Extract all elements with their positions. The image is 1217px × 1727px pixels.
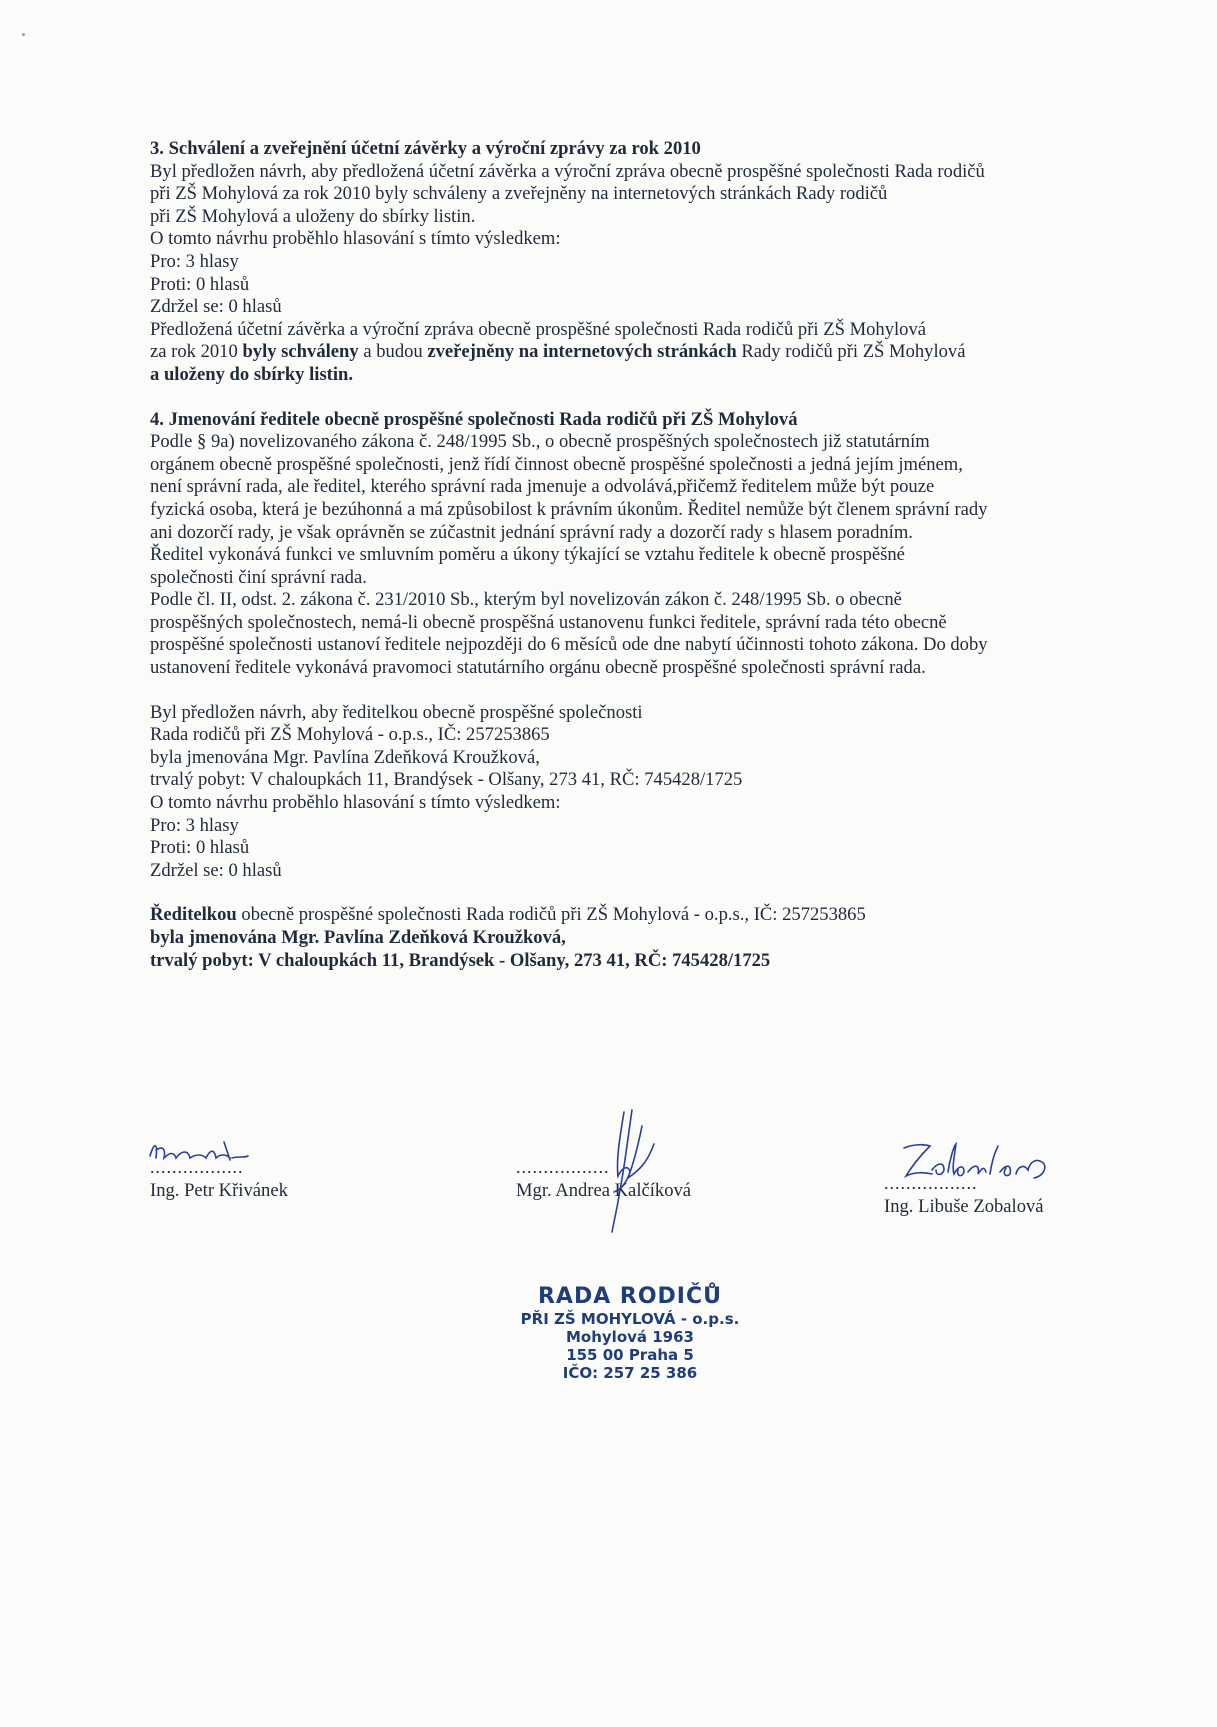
stamp-line: Mohylová 1963: [565, 1328, 694, 1346]
vote-for: Pro: 3 hlasy: [150, 814, 239, 836]
signature-block-right: [884, 1173, 1084, 1218]
stamp-line: RADA RODIČŮ: [537, 1284, 722, 1309]
section-4-line: orgánem obecně prospěšné společnosti, jenž řídí činnost obecně prospěšné společnosti a jedná jejím jménem,: [150, 453, 963, 475]
section-3-resolution: za rok 2010 byly schváleny a budou zveřejněny na internetových stránkách Rady rodičů při ZŠ Mohylová: [150, 341, 966, 363]
vote-abstain: Zdržel se: 0 hlasů: [150, 296, 282, 318]
section-4-line: ustanovení ředitele vykonává pravomoci statutárního orgánu obecně prospěšné společnosti správní rada.: [150, 657, 926, 679]
signature-line: .................: [150, 1157, 244, 1177]
signatory-name-right: Ing. Libuše Zobalová: [884, 1196, 1044, 1217]
section-4-line: Ředitel vykonává funkci ve smluvním poměru a úkony týkající se vztahu ředitele k obecně prospěšné: [150, 544, 905, 566]
section-3-line: při ZŠ Mohylová za rok 2010 byly schváleny a zveřejněny na internetových stránkách Rady rodičů: [150, 183, 888, 205]
stamp-line: IČO: 257 25 386: [562, 1364, 698, 1382]
section-4-line: společnosti činí správní rada.: [150, 566, 367, 588]
document-body: [150, 138, 1100, 972]
handwritten-signature-left: [144, 1136, 274, 1170]
appointment-result: Ředitelkou obecně prospěšné společnosti Rada rodičů při ZŠ Mohylová - o.p.s., IČ: 257253865: [150, 904, 866, 926]
section-3-resolution: Předložená účetní závěrka a výroční zpráva obecně prospěšné společnosti Rada rodičů při ZŠ Mohylová: [150, 318, 927, 340]
section-4-heading: 4. Jmenování ředitele obecně prospěšné společnosti Rada rodičů při ZŠ Mohylová: [150, 408, 798, 430]
stamp-line: PŘI ZŠ MOHYLOVÁ - o.p.s.: [520, 1310, 740, 1328]
stamp-line: 155 00 Praha 5: [566, 1346, 694, 1364]
vote-for: Pro: 3 hlasy: [150, 250, 239, 272]
section-4-line: ani dozorčí rady, je však oprávněn se zúčastnit jednání správní rady a dozorčí rady s hlasem poradním.: [150, 521, 913, 543]
appointment-result: byla jmenována Mgr. Pavlína Zdeňková Kroužková,: [150, 927, 566, 948]
section-4-line: fyzická osoba, která je bezúhonná a má způsobilost k právním úkonům. Ředitel nemůže být členem správní rady: [150, 498, 988, 520]
signatory-name-left: Ing. Petr Křivánek: [150, 1180, 288, 1201]
handwritten-signature-center: [572, 1106, 672, 1236]
section-3-line: O tomto návrhu proběhlo hlasování s tímto výsledkem:: [150, 228, 561, 250]
handwritten-signature-right: [898, 1136, 1078, 1186]
section-3-heading: 3. Schválení a zveřejnění účetní závěrky a výroční zprávy za rok 2010: [150, 138, 701, 159]
section-4-line: prospěšné společnosti ustanoví ředitele nejpozději do 6 měsíců ode dne nabytí účinnosti tohoto zákona. Do doby: [150, 634, 988, 656]
organization-stamp: [520, 1284, 740, 1382]
signature-block-left: [150, 1157, 310, 1202]
proposal-line: O tomto návrhu proběhlo hlasování s tímto výsledkem:: [150, 792, 561, 814]
appointment-result: trvalý pobyt: V chaloupkách 11, Brandýsek - Olšany, 273 41, RČ: 745428/1725: [150, 949, 771, 971]
vote-abstain: Zdržel se: 0 hlasů: [150, 859, 282, 881]
proposal-line: Rada rodičů při ZŠ Mohylová - o.p.s., IČ: 257253865: [150, 724, 550, 746]
proposal-line: trvalý pobyt: V chaloupkách 11, Brandýsek - Olšany, 273 41, RČ: 745428/1725: [150, 769, 743, 791]
section-4-line: není správní rada, ale ředitel, kterého správní rada jmenuje a odvolává,přičemž ředitelem může být pouze: [150, 476, 935, 498]
vote-against: Proti: 0 hlasů: [150, 837, 250, 859]
section-3-line: Byl předložen návrh, aby předložená účetní závěrka a výroční zpráva obecně prospěšné společnosti Rada rodičů: [150, 160, 985, 182]
section-4-line: Podle čl. II, odst. 2. zákona č. 231/2010 Sb., kterým byl novelizován zákon č. 248/1995 Sb. o obecně: [150, 589, 902, 611]
section-4-line: prospěšných společnostech, nemá-li obecně prospěšná ustanovenu funkci ředitele, správní rada této obecně: [150, 611, 947, 633]
proposal-line: Byl předložen návrh, aby ředitelkou obecně prospěšné společnosti: [150, 701, 643, 723]
section-3-resolution: a uloženy do sbírky listin.: [150, 363, 354, 385]
section-4-line: Podle § 9a) novelizovaného zákona č. 248/1995 Sb., o obecně prospěšných společnostech již statutárním: [150, 431, 930, 453]
scan-speck: [22, 33, 25, 36]
signature-line: .................: [516, 1157, 610, 1177]
section-3-line: při ZŠ Mohylová a uloženy do sbírky listin.: [150, 205, 476, 227]
signature-line: .................: [884, 1173, 978, 1193]
proposal-line: byla jmenována Mgr. Pavlína Zdeňková Kroužková,: [150, 746, 540, 768]
signatory-name-center: Mgr. Andrea Kalčíková: [516, 1180, 692, 1201]
signature-block-center: [516, 1157, 756, 1202]
vote-against: Proti: 0 hlasů: [150, 273, 250, 295]
